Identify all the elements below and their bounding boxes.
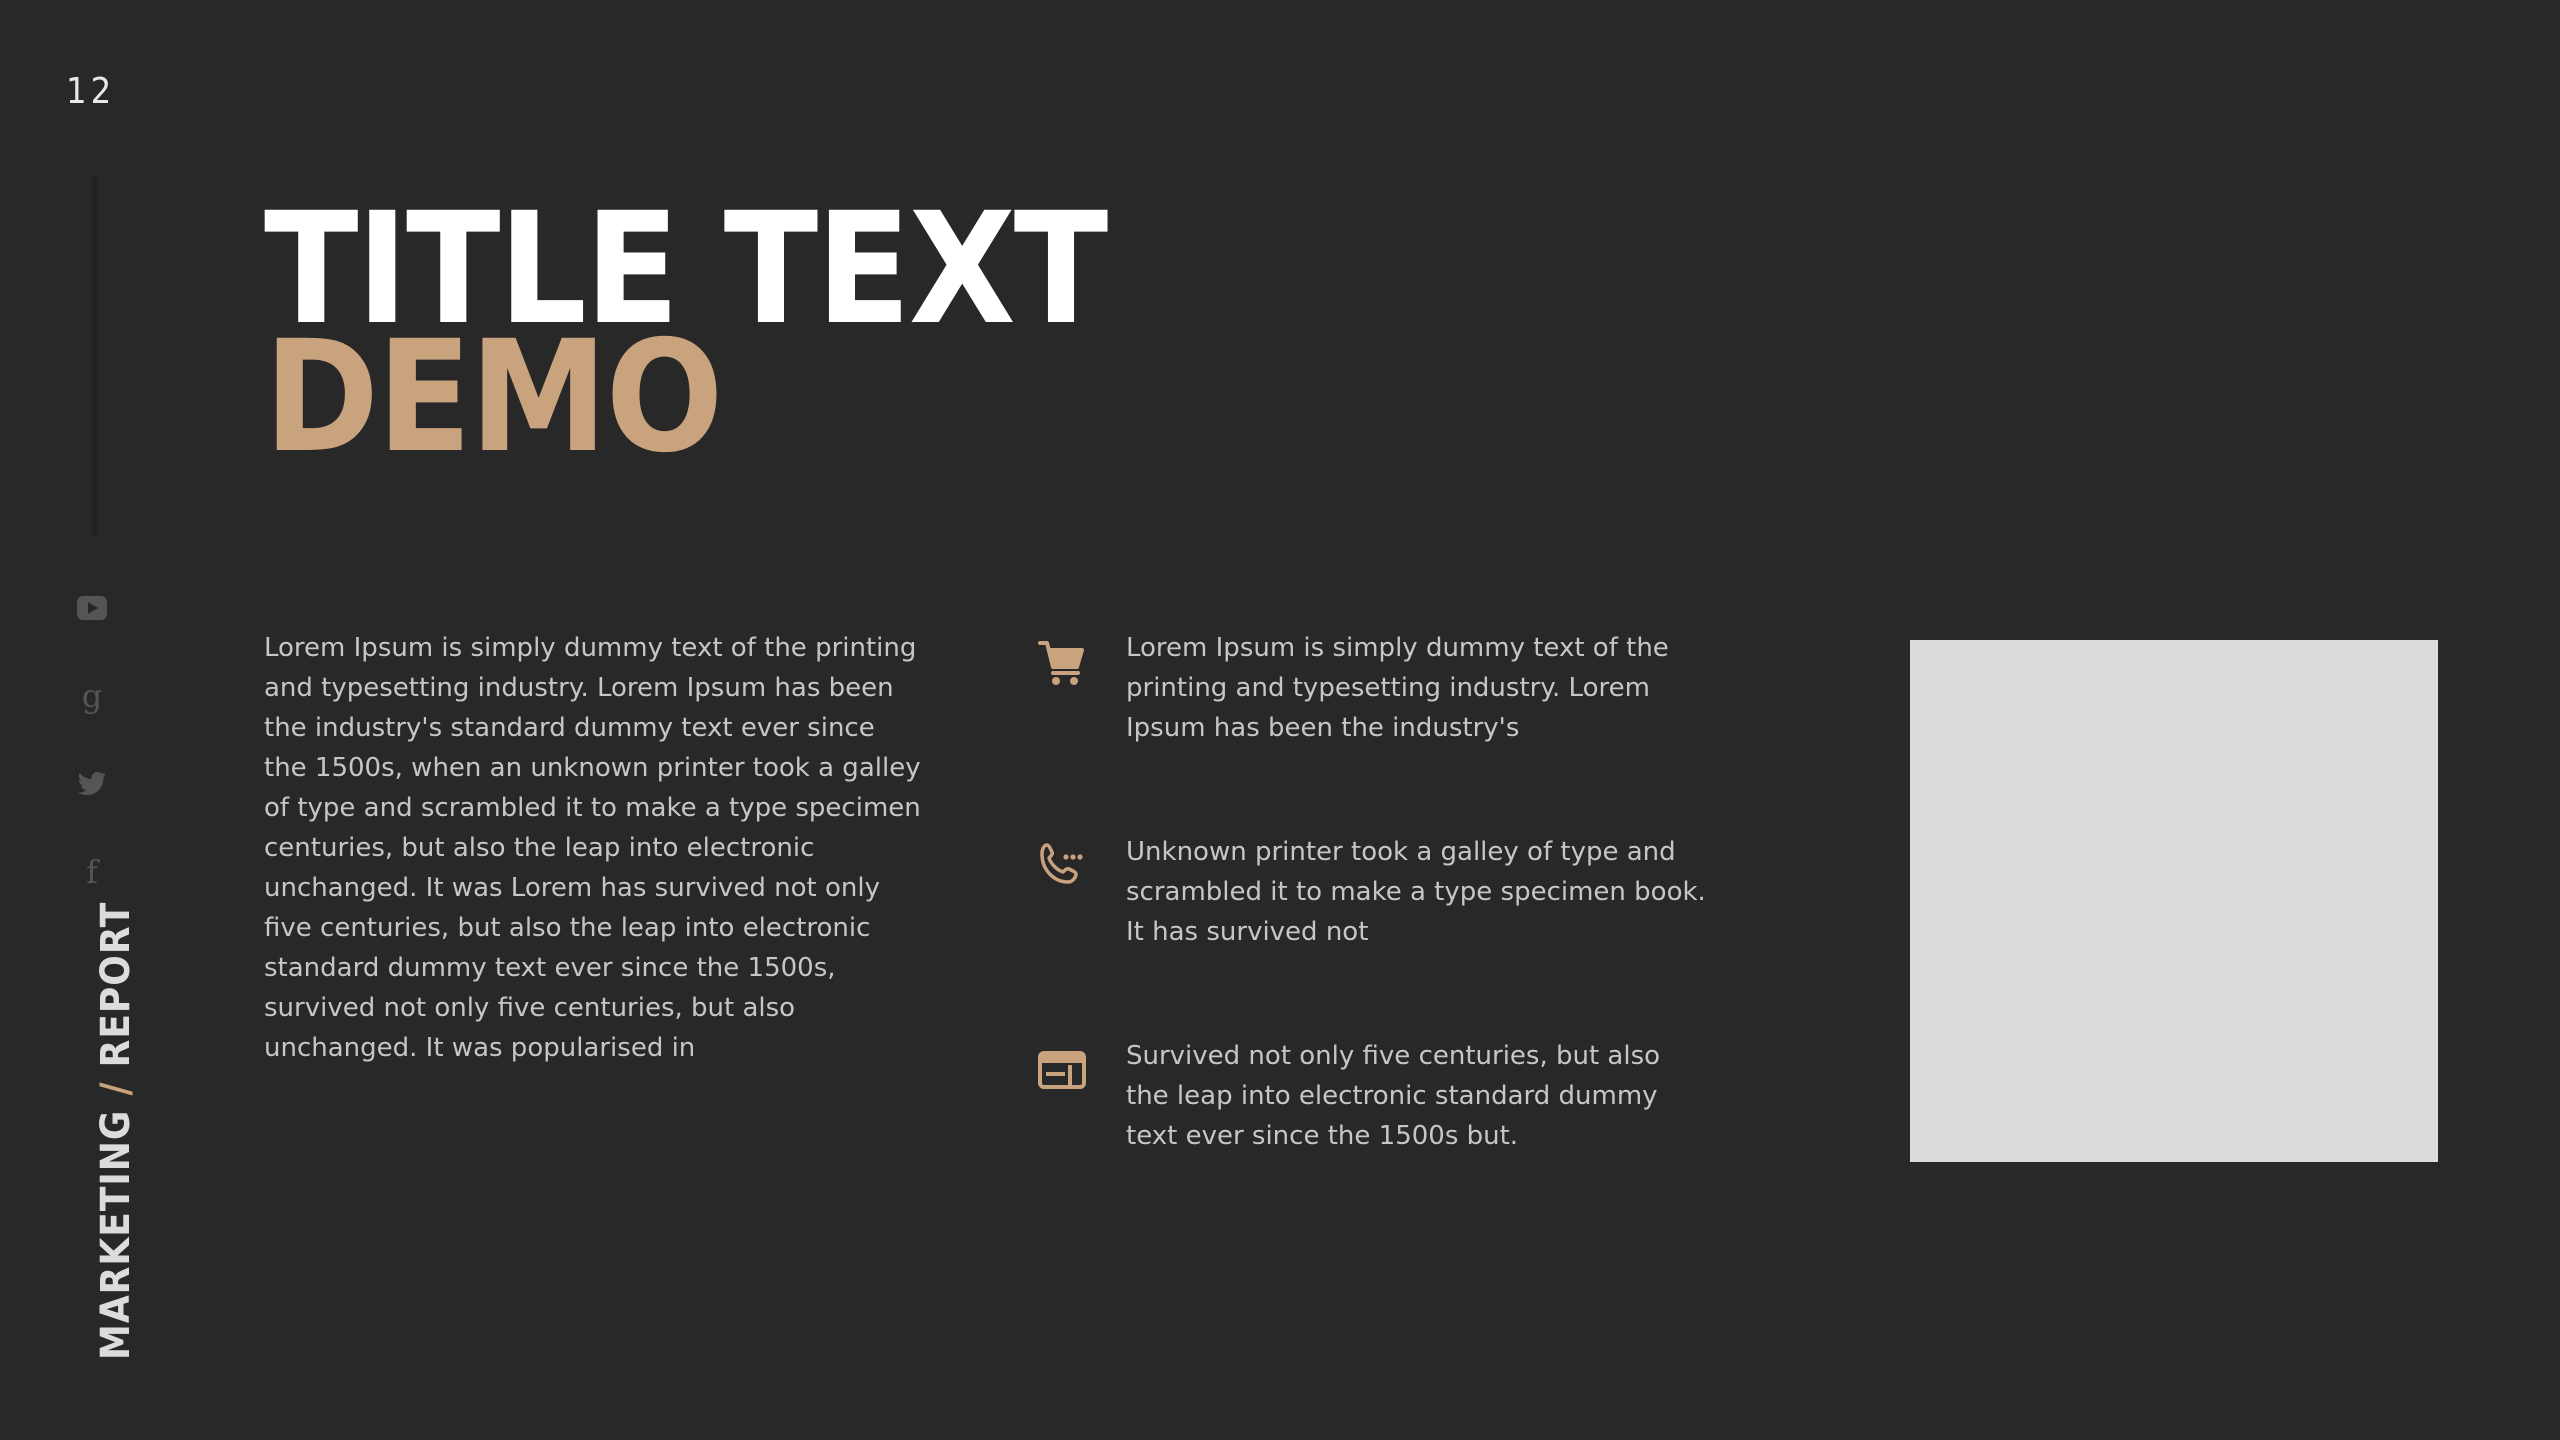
facebook-letter: f bbox=[86, 853, 98, 891]
feature-item bbox=[1034, 628, 1714, 748]
phone-icon bbox=[1034, 838, 1090, 894]
browser-window-icon bbox=[1034, 1042, 1090, 1098]
youtube-icon[interactable] bbox=[72, 588, 112, 628]
google-letter: g bbox=[81, 677, 103, 715]
title-line-accent: DEMO bbox=[264, 308, 722, 487]
feature-item bbox=[1034, 1036, 1714, 1156]
vertical-section-label bbox=[92, 902, 140, 1360]
page-number: 12 bbox=[66, 71, 116, 112]
section-label-right: REPORT bbox=[93, 901, 139, 1068]
feature-text: Survived not only five centuries, but also the leap into electronic standard dummy text ever since the 1500s but. bbox=[1126, 1041, 1661, 1151]
feature-item bbox=[1034, 832, 1714, 952]
shopping-cart-icon bbox=[1034, 634, 1090, 690]
twitter-icon[interactable] bbox=[72, 764, 112, 804]
feature-text: Unknown printer took a galley of type and scrambled it to make a type specimen book. It has survived not bbox=[1126, 837, 1706, 947]
body-paragraph: Lorem Ipsum is simply dummy text of the printing and typesetting industry. Lorem Ipsum has been the industry's standard dummy text ever since the 1500s, when an unknown printer took a galley of type and scrambled it to make a type specimen centuries, but also the leap into electronic unchanged. It was Lorem has survived not only five centuries, but also the leap into electronic standard dummy text ever since the 1500s, survived not only five centuries, but also unchanged. It was popularised in bbox=[264, 633, 921, 1063]
image-placeholder bbox=[1910, 640, 2438, 1162]
sidebar-divider bbox=[92, 176, 98, 536]
feature-text: Lorem Ipsum is simply dummy text of the printing and typesetting industry. Lorem Ipsum has been the industry's bbox=[1126, 633, 1669, 743]
section-label-left: MARKETING bbox=[93, 1109, 139, 1360]
title-line-primary: TITLE TEXT bbox=[264, 180, 1107, 359]
section-label-separator: / bbox=[93, 1081, 139, 1096]
facebook-icon[interactable] bbox=[72, 852, 112, 892]
google-plus-icon[interactable] bbox=[72, 676, 112, 716]
slide-title bbox=[264, 180, 1107, 487]
